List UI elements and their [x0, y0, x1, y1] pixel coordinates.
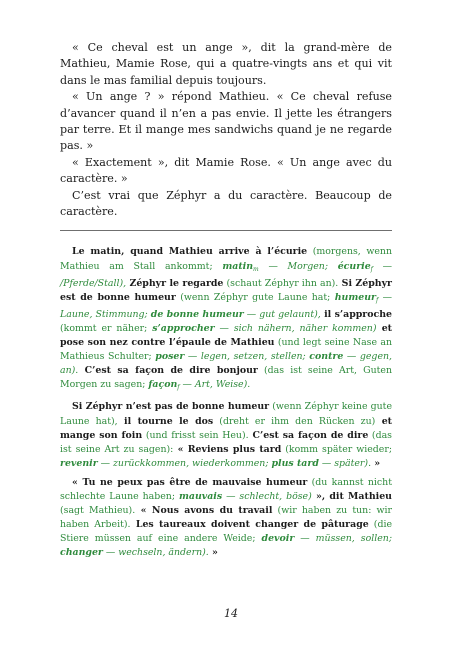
source-phrase: et pose son nez contre l’épaule de Mathieu — [60, 322, 392, 349]
source-phrase: » — [371, 457, 381, 469]
source-phrase: », dit Mathieu — [311, 490, 392, 502]
translation: (schaut Zéphyr ihn an). — [223, 277, 339, 289]
translation: — später). — [318, 457, 372, 469]
vocab-term: mauvais — [178, 490, 223, 502]
source-phrase: Les taureaux doivent changer de pâturage — [130, 519, 369, 531]
translation: — Art, Weise). — [179, 379, 251, 391]
vocab-term: humeur — [334, 291, 376, 303]
source-phrase: Le matin, quand Mathieu arrive à l’écurie — [72, 246, 308, 258]
translation: — Laune, Stimmung; — [60, 291, 393, 320]
source-phrase: il tourne le dos — [117, 415, 214, 427]
source-phrase: « Tu ne peux pas être de mauvaise humeur — [72, 476, 308, 488]
vocab-term: écurie — [337, 260, 371, 272]
annotated-paragraph — [60, 476, 392, 561]
gender-marker: m — [253, 265, 259, 273]
vocab-term: matin — [222, 260, 254, 272]
translation: (kommt er näher; — [60, 322, 153, 334]
translation: (dreht er ihm den Rücken zu) — [213, 415, 376, 427]
vocab-term: façon — [148, 379, 178, 391]
translation: (und legt seine Nase an Mathieus Schulter; — [60, 337, 392, 363]
source-phrase: C’est sa façon de dire bonjour — [78, 365, 258, 377]
gender-marker: f — [370, 265, 373, 273]
translation: — sich nähern, näher kommen) — [214, 322, 377, 334]
main-text — [60, 40, 392, 220]
translation: (und frisst sein Heu). — [142, 429, 249, 441]
translation: — gut gelaunt), — [243, 308, 321, 320]
source-phrase: C’est sa façon de dire — [248, 429, 369, 441]
source-phrase: » — [208, 547, 218, 559]
translation: — legen, setzen, stellen; — [184, 351, 310, 363]
translation: (komm später wieder; — [281, 443, 392, 455]
translation: — zurückkommen, wiederkommen; — [97, 457, 272, 469]
translation: (du kannst nicht schlechte Laune haben; — [60, 476, 392, 502]
vocab-term: contre — [309, 351, 344, 363]
gender-marker: f — [376, 296, 379, 304]
paragraph: « Ce cheval est un ange », dit la grand-mère de Mathieu, Mamie Rose, qui a quatre-vingts ans et qui vit dans le mas familial depuis toujours. — [60, 41, 392, 87]
annotated-text — [60, 245, 392, 560]
vocab-term: de bonne humeur — [150, 308, 244, 320]
source-phrase: il s’approche — [320, 308, 392, 320]
translation: (das ist seine Art zu sagen): — [60, 429, 392, 455]
translation: (wenn Zéphyr gute Laune hat; — [175, 291, 335, 303]
source-phrase: et mange son foin — [60, 415, 392, 441]
source-phrase: « Nous avons du travail — [135, 505, 273, 517]
paragraph: C’est vrai que Zéphyr a du caractère. Beaucoup de caractère. — [60, 188, 392, 219]
translation: (wir haben zu tun: wir haben Arbeit). — [60, 505, 393, 531]
gender-marker: f — [177, 384, 180, 392]
translation: — gegen, an). — [60, 351, 393, 377]
translation: (die Stiere müssen auf eine andere Weide; — [60, 519, 392, 545]
translation: — wechseln, ändern). — [102, 547, 209, 559]
vocab-term: s’approcher — [152, 322, 215, 334]
vocab-term: plus tard — [271, 457, 319, 469]
translation: — Morgen; — [258, 260, 338, 272]
vocab-term: devoir — [261, 533, 295, 545]
paragraph: « Un ange ? » répond Mathieu. « Ce cheval refuse d’avancer quand il n’en a pas envie. Il jette les étrangers par terre. Et il mange mes sandwichs quand je ne regarde pas. » — [60, 90, 392, 153]
translation: — /Pferde/Stall), — [60, 260, 392, 289]
annotated-paragraph — [60, 400, 392, 470]
page-content — [60, 40, 392, 565]
source-phrase: Zéphyr le regarde — [126, 277, 224, 289]
divider — [60, 230, 392, 231]
page-number: 14 — [224, 607, 238, 620]
annotated-paragraph — [60, 245, 392, 395]
source-phrase: Si Zéphyr est de bonne humeur — [60, 277, 392, 303]
translation: — schlecht, böse) — [222, 490, 312, 502]
translation: (wenn Zéphyr keine gute Laune hat), — [60, 401, 392, 427]
translation: (das ist seine Art, Guten Morgen zu sagen; — [60, 365, 393, 391]
vocab-term: poser — [155, 351, 185, 363]
translation: (sagt Mathieu). — [60, 505, 136, 517]
source-phrase: Si Zéphyr n’est pas de bonne humeur — [72, 401, 270, 413]
source-phrase: « Reviens plus tard — [173, 443, 282, 455]
translation: (morgens, wenn Mathieu am Stall ankommt; — [60, 246, 392, 272]
paragraph: « Exactement », dit Mamie Rose. « Un ange avec du caractère. » — [60, 155, 392, 186]
vocab-term: changer — [60, 547, 103, 559]
vocab-term: revenir — [60, 457, 98, 469]
translation: — müssen, sollen; — [294, 533, 392, 545]
